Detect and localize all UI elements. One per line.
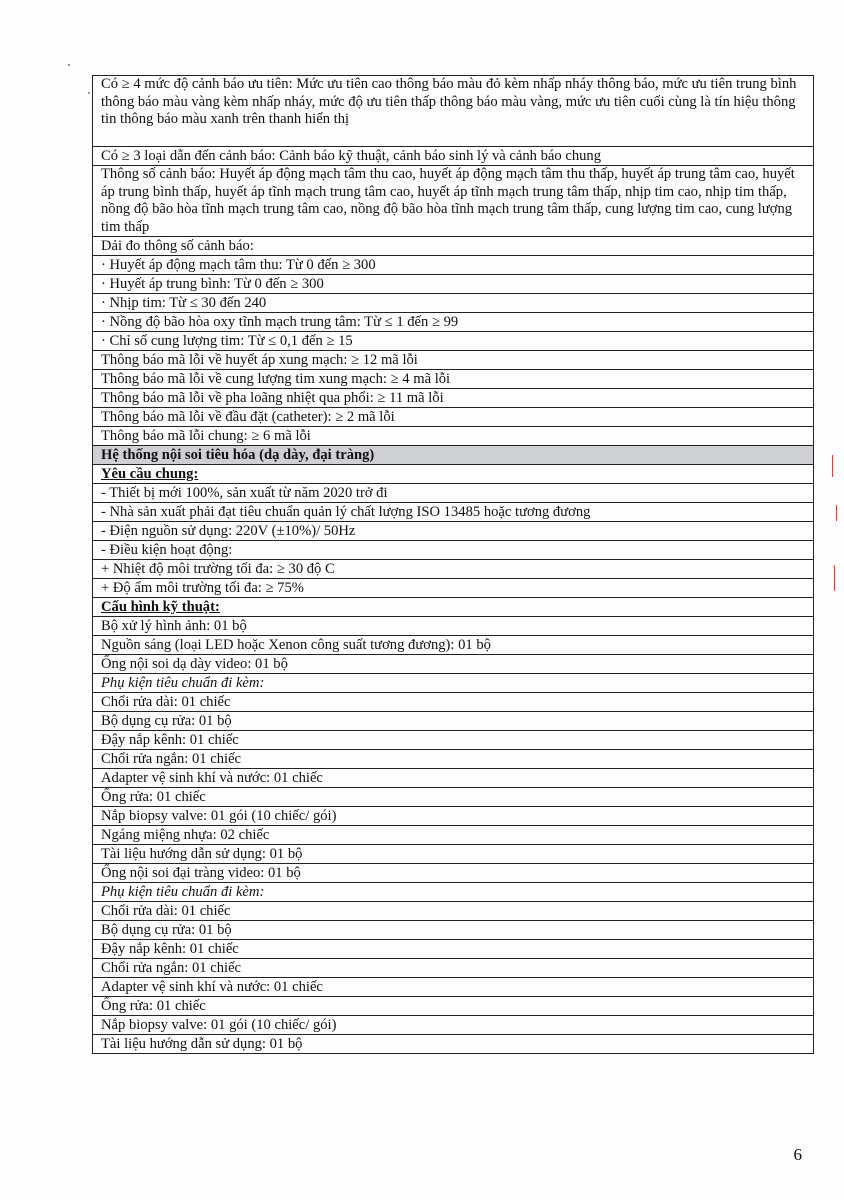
table-row (93, 902, 814, 921)
table-row (93, 636, 814, 655)
table-cell: Chổi rửa ngắn: 01 chiếc (93, 750, 814, 769)
table-cell: Dải đo thông số cảnh báo: (93, 237, 814, 256)
table-row (93, 237, 814, 256)
table-cell: - Điều kiện hoạt động: (93, 541, 814, 560)
table-cell: Adapter vệ sinh khí và nước: 01 chiếc (93, 769, 814, 788)
margin-stamp-mark (836, 505, 837, 521)
table-cell: Nắp biopsy valve: 01 gói (10 chiếc/ gói) (93, 1016, 814, 1035)
table-row (93, 940, 814, 959)
table-row (93, 826, 814, 845)
table-cell: Ngáng miệng nhựa: 02 chiếc (93, 826, 814, 845)
table-row (93, 408, 814, 427)
accessory-subheading: Phụ kiện tiêu chuẩn đi kèm: (93, 674, 814, 693)
specification-table (92, 75, 814, 1054)
table-row (93, 370, 814, 389)
table-cell: Ống nội soi dạ dày video: 01 bộ (93, 655, 814, 674)
table-cell: Thông báo mã lỗi về pha loãng nhiệt qua phổi: ≥ 11 mã lỗi (93, 389, 814, 408)
table-row (93, 76, 814, 147)
table-cell: · Nhịp tim: Từ ≤ 30 đến 240 (93, 294, 814, 313)
table-cell: · Huyết áp trung bình: Từ 0 đến ≥ 300 (93, 275, 814, 294)
table-cell: Bộ dụng cụ rửa: 01 bộ (93, 712, 814, 731)
table-row (93, 655, 814, 674)
table-row (93, 693, 814, 712)
table-row (93, 788, 814, 807)
table-row (93, 731, 814, 750)
table-cell: Chổi rửa dài: 01 chiếc (93, 902, 814, 921)
table-row (93, 1035, 814, 1054)
table-row (93, 427, 814, 446)
margin-stamp-mark (832, 455, 833, 477)
table-row (93, 997, 814, 1016)
table-cell: Ống rửa: 01 chiếc (93, 788, 814, 807)
table-row (93, 959, 814, 978)
table-cell: Chổi rửa ngắn: 01 chiếc (93, 959, 814, 978)
table-cell: Nguồn sáng (loại LED hoặc Xenon công suất tương đương): 01 bộ (93, 636, 814, 655)
subsection-heading-row (93, 598, 814, 617)
table-cell: Bộ dụng cụ rửa: 01 bộ (93, 921, 814, 940)
scan-speck (68, 64, 70, 66)
table-cell: Adapter vệ sinh khí và nước: 01 chiếc (93, 978, 814, 997)
table-row (93, 978, 814, 997)
table-row (93, 1016, 814, 1035)
table-row (93, 617, 814, 636)
table-cell: Ống nội soi đại tràng video: 01 bộ (93, 864, 814, 883)
table-row (93, 313, 814, 332)
scan-speck (88, 92, 90, 94)
table-row (93, 166, 814, 237)
subsection-heading-row (93, 465, 814, 484)
margin-stamp-mark (834, 565, 835, 591)
table-cell: Đậy nắp kênh: 01 chiếc (93, 731, 814, 750)
table-cell: + Độ ẩm môi trường tối đa: ≥ 75% (93, 579, 814, 598)
table-cell: Thông báo mã lỗi về đầu đặt (catheter): ≥ 2 mã lỗi (93, 408, 814, 427)
table-cell: Có ≥ 3 loại dẫn đến cảnh báo: Cảnh báo kỹ thuật, cảnh báo sinh lý và cảnh báo chung (93, 147, 814, 166)
table-cell: Bộ xử lý hình ảnh: 01 bộ (93, 617, 814, 636)
table-cell: Có ≥ 4 mức độ cảnh báo ưu tiên: Mức ưu tiên cao thông báo màu đỏ kèm nhấp nháy thông báo, mức ưu tiên trung bình thông báo màu vàng kèm nhấp nháy, mức độ ưu tiên thấp thông báo màu vàng, mức ưu tiên cuối cùng là tín hiệu thông tin thông báo màu xanh trên thanh hiển thị (93, 76, 814, 147)
table-cell: Chổi rửa dài: 01 chiếc (93, 693, 814, 712)
accessory-subheading-row (93, 883, 814, 902)
table-cell: · Huyết áp động mạch tâm thu: Từ 0 đến ≥ 300 (93, 256, 814, 275)
accessory-subheading-row (93, 674, 814, 693)
table-row (93, 256, 814, 275)
table-cell: + Nhiệt độ môi trường tối đa: ≥ 30 độ C (93, 560, 814, 579)
table-row (93, 769, 814, 788)
table-cell: Thông số cảnh báo: Huyết áp động mạch tâm thu cao, huyết áp động mạch tâm thu thấp, huyết áp trung tâm cao, huyết áp trung bình thấp, huyết áp tĩnh mạch trung tâm cao, huyết áp tĩnh mạch trung tâm thấp, nhịp tim cao, nhịp tim thấp, nồng độ bão hòa tĩnh mạch trung tâm cao, nồng độ bão hòa tĩnh mạch trung tâm thấp, cung lượng tim cao, cung lượng tim thấp (93, 166, 814, 237)
table-row (93, 921, 814, 940)
table-row (93, 522, 814, 541)
table-cell: · Chỉ số cung lượng tim: Từ ≤ 0,1 đến ≥ 15 (93, 332, 814, 351)
table-row (93, 389, 814, 408)
section-heading-row (93, 446, 814, 465)
table-row (93, 807, 814, 826)
subsection-heading: Cấu hình kỹ thuật: (93, 598, 814, 617)
subsection-heading: Yêu cầu chung: (93, 465, 814, 484)
table-cell: Thông báo mã lỗi về huyết áp xung mạch: ≥ 12 mã lỗi (93, 351, 814, 370)
table-row (93, 275, 814, 294)
table-cell: Đậy nắp kênh: 01 chiếc (93, 940, 814, 959)
table-row (93, 579, 814, 598)
table-cell: Ống rửa: 01 chiếc (93, 997, 814, 1016)
table-cell: Thông báo mã lỗi chung: ≥ 6 mã lỗi (93, 427, 814, 446)
table-cell: - Điện nguồn sử dụng: 220V (±10%)/ 50Hz (93, 522, 814, 541)
table-row (93, 294, 814, 313)
table-row (93, 845, 814, 864)
table-row (93, 147, 814, 166)
table-row (93, 484, 814, 503)
table-cell: Nắp biopsy valve: 01 gói (10 chiếc/ gói) (93, 807, 814, 826)
table-row (93, 503, 814, 522)
page-number: 6 (793, 1145, 802, 1164)
table-row (93, 541, 814, 560)
table-row (93, 864, 814, 883)
section-heading: Hệ thống nội soi tiêu hóa (dạ dày, đại tràng) (93, 446, 814, 465)
table-cell: Tài liệu hướng dẫn sử dụng: 01 bộ (93, 1035, 814, 1054)
table-cell: · Nồng độ bão hòa oxy tĩnh mạch trung tâm: Từ ≤ 1 đến ≥ 99 (93, 313, 814, 332)
table-row (93, 712, 814, 731)
table-row (93, 332, 814, 351)
table-cell: - Nhà sản xuất phải đạt tiêu chuẩn quản lý chất lượng ISO 13485 hoặc tương đương (93, 503, 814, 522)
table-row (93, 560, 814, 579)
table-row (93, 351, 814, 370)
table-cell: Thông báo mã lỗi về cung lượng tim xung mạch: ≥ 4 mã lỗi (93, 370, 814, 389)
accessory-subheading: Phụ kiện tiêu chuẩn đi kèm: (93, 883, 814, 902)
table-row (93, 750, 814, 769)
table-cell: Tài liệu hướng dẫn sử dụng: 01 bộ (93, 845, 814, 864)
table-cell: - Thiết bị mới 100%, sản xuất từ năm 2020 trở đi (93, 484, 814, 503)
